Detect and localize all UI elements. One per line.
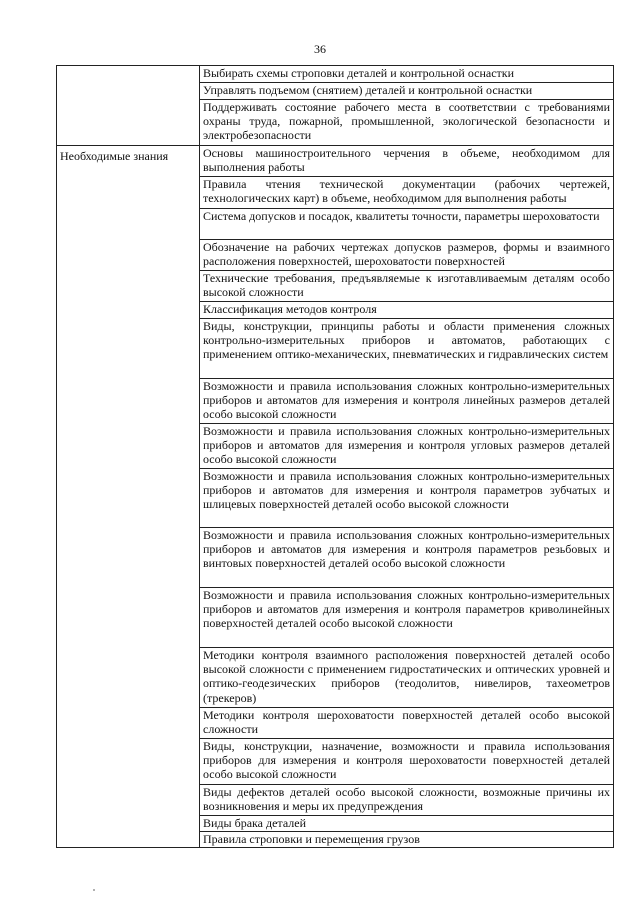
- table-row: [57, 146, 614, 177]
- skill-cell: Управлять подъемом (снятием) деталей и контрольной оснастки: [200, 83, 614, 100]
- knowledge-cell: Возможности и правила использования сложных контрольно-измерительных приборов и автоматов для измерения и контроля линейных размеров деталей особо высокой сложности: [200, 379, 614, 424]
- knowledge-cell: Возможности и правила использования сложных контрольно-измерительных приборов и автоматов для измерения и контроля угловых размеров деталей особо высокой сложности: [200, 424, 614, 469]
- knowledge-cell: Возможности и правила использования сложных контрольно-измерительных приборов и автоматов для измерения и контроля параметров зубчатых и шлицевых поверхностей деталей особо высокой сложности: [200, 469, 614, 528]
- empty-label-cell: [57, 66, 200, 146]
- requirements-table: [56, 65, 614, 848]
- knowledge-cell: Возможности и правила использования сложных контрольно-измерительных приборов и автоматов для измерения и контроля параметров криволинейных поверхностей деталей особо высокой сложности: [200, 588, 614, 648]
- knowledge-cell: Технические требования, предъявляемые к изготавливаемым деталям особо высокой сложности: [200, 271, 614, 302]
- knowledge-cell: Виды, конструкции, принципы работы и области применения сложных контрольно-измерительных приборов и автоматов, работающих с применением оптико-механических, пневматических и гидравлических систем: [200, 319, 614, 379]
- knowledge-cell: Методики контроля взаимного расположения поверхностей деталей особо высокой сложности с применением гидростатических и оптических уровней и оптико-геодезических приборов (теодолитов, нивелиров, тахеометров (трекеров): [200, 648, 614, 708]
- knowledge-cell: Классификация методов контроля: [200, 302, 614, 319]
- knowledge-cell: Система допусков и посадок, квалитеты точности, параметры шероховатости: [200, 209, 614, 240]
- knowledge-cell: Виды дефектов деталей особо высокой сложности, возможные причины их возникновения и меры их предупреждения: [200, 785, 614, 816]
- knowledge-cell: Обозначение на рабочих чертежах допусков размеров, формы и взаимного расположения поверхностей, шероховатости поверхностей: [200, 240, 614, 271]
- skill-cell: Поддерживать состояние рабочего места в соответствии с требованиями охраны труда, пожарной, промышленной, экологической безопасности и электробезопасности: [200, 100, 614, 146]
- scan-speck: [93, 889, 95, 891]
- section-label-knowledge: Необходимые знания: [57, 146, 200, 848]
- table-row: [57, 66, 614, 83]
- knowledge-cell: Возможности и правила использования сложных контрольно-измерительных приборов и автоматов для измерения и контроля параметров резьбовых и винтовых поверхностей деталей особо высокой сложности: [200, 528, 614, 588]
- knowledge-cell: Правила чтения технической документации (рабочих чертежей, технологических карт) в объеме, необходимом для выполнения работы: [200, 177, 614, 209]
- knowledge-cell: Методики контроля шероховатости поверхностей деталей особо высокой сложности: [200, 708, 614, 739]
- knowledge-cell: Правила строповки и перемещения грузов: [200, 832, 614, 848]
- knowledge-cell: Виды брака деталей: [200, 816, 614, 832]
- knowledge-cell: Основы машиностроительного черчения в объеме, необходимом для выполнения работы: [200, 146, 614, 177]
- page-number: 36: [314, 42, 326, 56]
- skill-cell: Выбирать схемы строповки деталей и контрольной оснастки: [200, 66, 614, 83]
- knowledge-cell: Виды, конструкции, назначение, возможности и правила использования приборов для измерения и контроля шероховатости поверхностей деталей особо высокой сложности: [200, 739, 614, 785]
